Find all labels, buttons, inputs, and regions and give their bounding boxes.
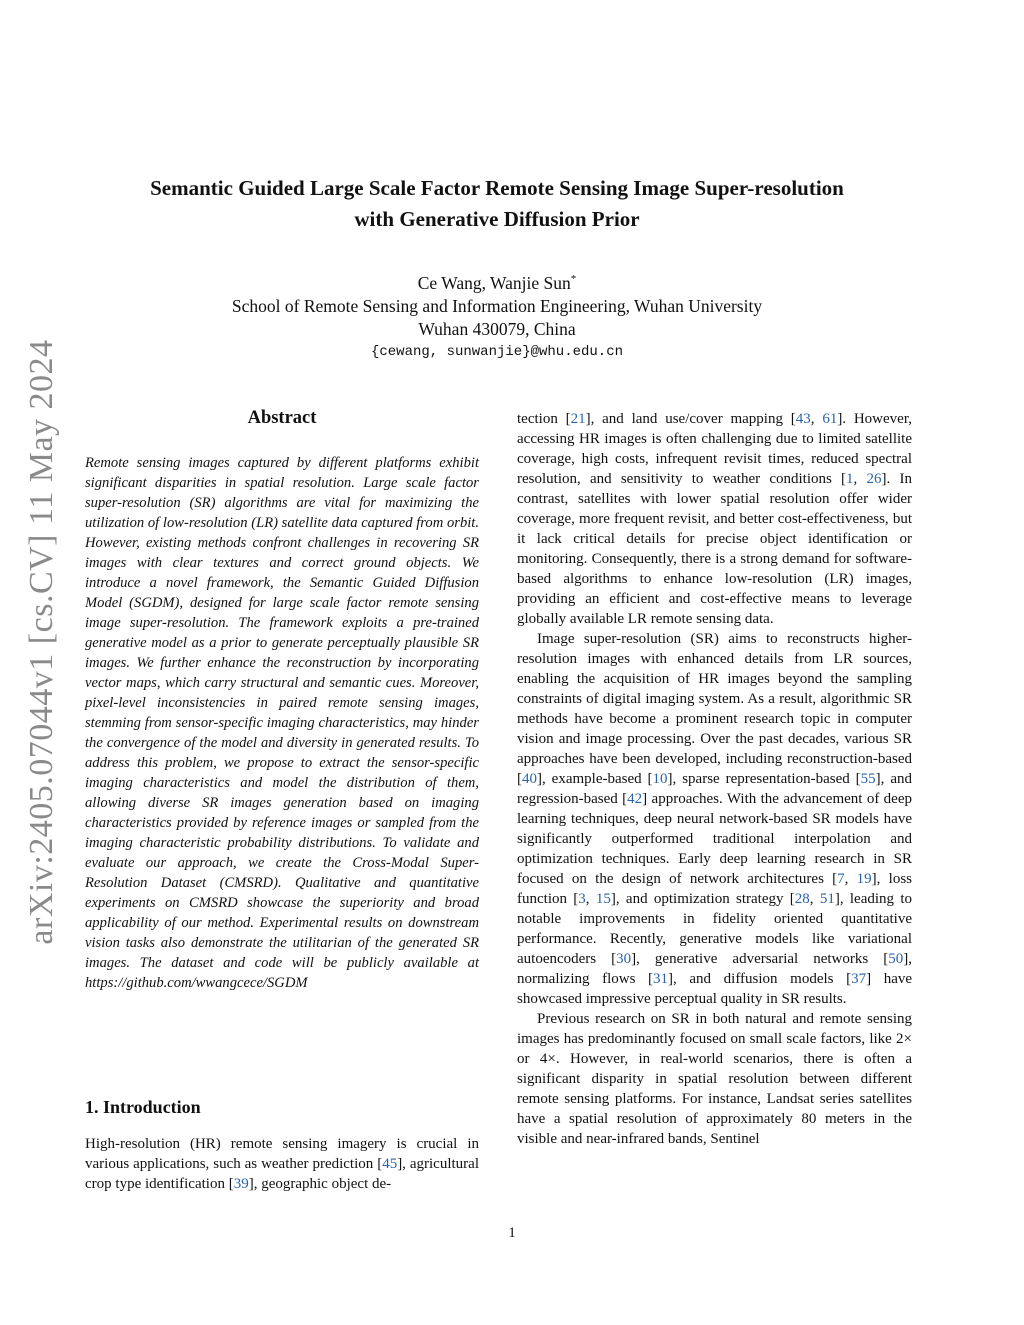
- paragraph-text: High-resolution (HR) remote sensing imagery is crucial in various applications, such as weather prediction [: [85, 1136, 479, 1172]
- paragraph-text: ], sparse representation-based [: [667, 771, 861, 787]
- paragraph-text: ,: [853, 471, 867, 487]
- citation-link[interactable]: 45: [382, 1156, 398, 1172]
- intro-paragraph-continued: [517, 409, 912, 629]
- paragraph-text: ], and land use/cover mapping [: [585, 411, 796, 427]
- citation-link[interactable]: 30: [616, 951, 632, 967]
- left-column: [85, 406, 479, 1192]
- citation-link[interactable]: 15: [595, 891, 611, 907]
- paragraph-text: ], normalizing flows [: [517, 951, 912, 987]
- citation-link[interactable]: 28: [794, 891, 810, 907]
- paragraph-text: tection [: [517, 411, 571, 427]
- paragraph-text: ], example-based [: [537, 771, 653, 787]
- title-line-2: with Generative Diffusion Prior: [354, 207, 640, 231]
- paragraph-text: ], and regression-based [: [517, 771, 912, 807]
- citation-link[interactable]: 1: [846, 471, 854, 487]
- citation-link[interactable]: 10: [652, 771, 668, 787]
- author-address: Wuhan 430079, China: [418, 318, 576, 339]
- paragraph-text: ], agricultural crop type identification [: [85, 1156, 479, 1192]
- introduction-heading: 1. Introduction: [85, 1097, 201, 1117]
- paragraph-text: Image super-resolution (SR) aims to reconstructs higher-resolution images with enhanced details from LR sources, enabling the acquisition of HR images beyond the sampling constraints of digital imaging system. As a result, algorithmic SR methods have become a prominent research topic in computer vision and image processing. Over the past decades, various SR approaches have been developed, including reconstruction-based [: [517, 631, 912, 787]
- paragraph-text: ] approaches. With the advancement of deep learning techniques, deep neural network-based SR models have significantly outperformed traditional interpolation and optimization techniques. Early deep learning research in SR focused on the design of network architectures [: [517, 791, 912, 887]
- citation-link[interactable]: 37: [851, 971, 867, 987]
- paragraph-text: ], leading to notable improvements in fidelity oriented quantitative performance. Recently, generative models like variational autoencoders [: [517, 891, 913, 967]
- paragraph-text: ] have showcased impressive perceptual quality in SR results.: [517, 971, 913, 1007]
- author-affiliation: School of Remote Sensing and Information Engineering, Wuhan University: [231, 295, 763, 316]
- citation-link[interactable]: 51: [819, 891, 835, 907]
- citation-link[interactable]: 3: [578, 891, 586, 907]
- paragraph-text: ]. In contrast, satellites with lower spatial resolution offer wider coverage, more frequent revisit, and better cost-effectiveness, but it lack critical details for precise object identification or monitoring. Consequently, there is a strong demand for software-based algorithms to enhance low-resolution (LR) images, providing an efficient and cost-effective means to leverage globally available LR remote sensing data.: [517, 471, 912, 627]
- author-names-text: Ce Wang, Wanjie Sun: [417, 272, 571, 293]
- citation-link[interactable]: 43: [795, 411, 811, 427]
- citation-link[interactable]: 39: [233, 1176, 249, 1192]
- author-names: [80, 268, 914, 295]
- citation-link[interactable]: 42: [627, 791, 643, 807]
- citation-link[interactable]: 50: [888, 951, 904, 967]
- intro-paragraph-scale: [517, 1009, 912, 1149]
- citation-link[interactable]: 26: [866, 471, 882, 487]
- citation-link[interactable]: 31: [653, 971, 669, 987]
- paragraph-text: ], geographic object de-: [248, 1176, 392, 1192]
- right-column: [517, 409, 912, 1149]
- paragraph-text: ,: [810, 411, 823, 427]
- paragraph-text: ], and diffusion models [: [668, 971, 852, 987]
- abstract-heading: Abstract: [247, 408, 317, 428]
- paragraph-text: ], and optimization strategy [: [610, 891, 795, 907]
- citation-link[interactable]: 19: [856, 871, 872, 887]
- citation-link[interactable]: 40: [522, 771, 537, 787]
- page-number: 1: [508, 1225, 516, 1241]
- paper-title: [80, 173, 914, 235]
- paragraph-text: Previous research on SR in both natural and remote sensing images has predominantly focused on small scale factors, like 2× or 4×. However, in real-world scenarios, there is often a significant disparity in spatial resolution between different remote sensing platforms. For instance, Landsat series satellites have a spatial resolution of approximately 80 meters in the visible and near-infrared bands, Sentinel: [517, 1011, 912, 1147]
- citation-link[interactable]: 7: [837, 871, 845, 887]
- author-email[interactable]: {cewang, sunwanjie}@whu.edu.cn: [370, 343, 624, 360]
- citation-link[interactable]: 55: [860, 771, 876, 787]
- abstract-text: Remote sensing images captured by different platforms exhibit significant disparities in spatial resolution. Large scale factor super-resolution (SR) algorithms are vital for maximizing the utilization of low-resolution (LR) satellite data captured from orbit. However, existing methods confront challenges in recovering SR images with clear textures and correct ground objects. We introduce a novel framework, the Semantic Guided Diffusion Model (SGDM), designed for large scale factor remote sensing image super-resolution. The framework exploits a pre-trained generative model as a prior to generate perceptually plausible SR images. We further enhance the reconstruction by incorporating vector maps, which carry structural and semantic cues. Moreover, pixel-level inconsistencies in paired remote sensing images, stemming from sensor-specific imaging characteristics, may hinder the convergence of the model and diversity in generated results. To address this problem, we propose to extract the sensor-specific imaging characteristics and model the distribution of them, allowing diverse SR images generation based on imaging characteristics provided by reference images or sampled from the imaging characteristic probability distributions. To validate and evaluate our approach, we create the Cross-Modal Super-Resolution Dataset (CMSRD). Qualitative and quantitative experiments on CMSRD showcase the superiority and broad applicability of our method. Experimental results on downstream vision tasks also demonstrate the utilitarian of the generated SR images. The dataset and code will be publicly available at https://github.com/wwangcece/SGDM: [85, 455, 479, 991]
- paragraph-text: ,: [585, 891, 596, 907]
- paragraph-text: ]. However, accessing HR images is often challenging due to limited satellite coverage, high costs, infrequent revisit times, reduced spectral resolution, and sensitivity to weather conditions [: [517, 411, 912, 487]
- paragraph-text: ,: [809, 891, 820, 907]
- title-line-1: Semantic Guided Large Scale Factor Remote Sensing Image Super-resolution: [150, 176, 844, 200]
- paragraph-text: ], generative adversarial networks [: [631, 951, 889, 967]
- arxiv-identifier: arXiv:2405.07044v1 [cs.CV] 11 May 2024: [23, 339, 60, 945]
- corresponding-author-mark: *: [570, 273, 577, 285]
- paragraph-text: ,: [844, 871, 857, 887]
- citation-link[interactable]: 61: [822, 411, 838, 427]
- intro-paragraph-sr: [517, 629, 912, 1009]
- introduction-paragraph: [85, 1134, 479, 1194]
- citation-link[interactable]: 21: [570, 411, 586, 427]
- author-block: [80, 268, 914, 364]
- paragraph-text: ], loss function [: [517, 871, 912, 907]
